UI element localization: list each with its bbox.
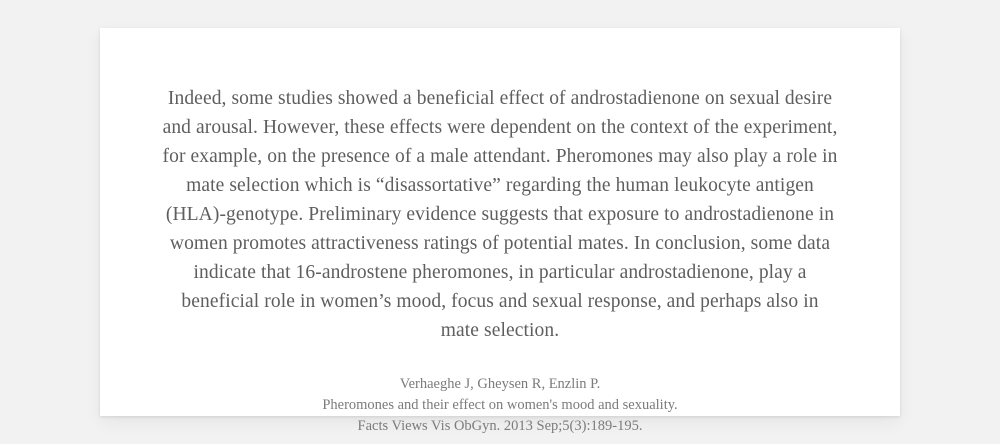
citation-authors: Verhaeghe J, Gheysen R, Enzlin P. bbox=[399, 376, 601, 393]
quote-card bbox=[100, 28, 900, 434]
citation-source: Facts Views Vis ObGyn. 2013 Sep;5(3):189-195. bbox=[357, 417, 643, 434]
quote-text: Indeed, some studies showed a beneficial effect of androstadienone on sexual desire and arousal. However, these effects were dependent on the context of the experiment, for example, on the presence of a male attendant. Pheromones may also play a role in mate selection which is “disassortative” regarding the human leukocyte antigen (HLA)-genotype. Preliminary evidence suggests that exposure to androstadienone in women promotes attractiveness ratings of potential mates. In conclusion, some data indicate that 16-androstene pheromones, in particular androstadienone, play a beneficial role in women’s mood, focus and sexual response, and perhaps also in mate selection. bbox=[162, 88, 838, 342]
citation-title: Pheromones and their effect on women's mood and sexuality. bbox=[322, 397, 678, 413]
citation-block bbox=[322, 374, 677, 436]
